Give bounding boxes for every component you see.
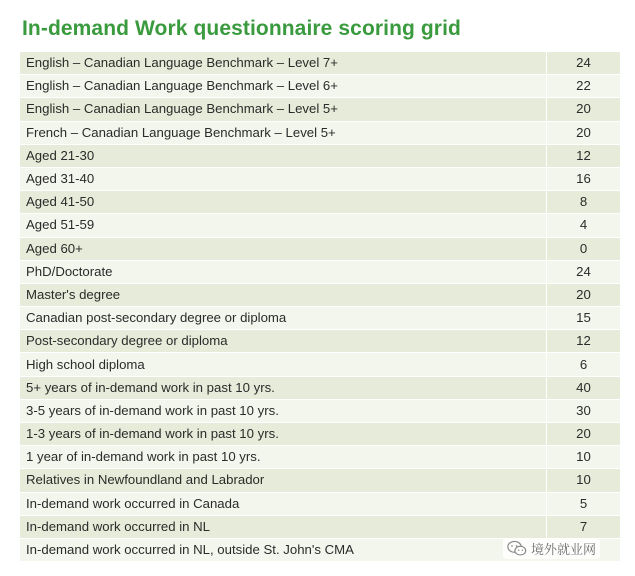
table-row (20, 168, 620, 191)
criterion-label: 3-5 years of in-demand work in past 10 yrs. (20, 400, 547, 423)
criterion-points: 30 (547, 400, 620, 423)
criterion-points: 16 (547, 168, 620, 191)
table-row (20, 446, 620, 469)
criterion-points: 12 (547, 330, 620, 353)
criterion-label: In-demand work occurred in Canada (20, 493, 547, 516)
criterion-points: 0 (547, 238, 620, 261)
criterion-label: PhD/Doctorate (20, 261, 547, 284)
criterion-points: 6 (547, 353, 620, 376)
criterion-label: High school diploma (20, 353, 547, 376)
table-row (20, 330, 620, 353)
table-row (20, 122, 620, 145)
table-row (20, 145, 620, 168)
criterion-points: 4 (547, 214, 620, 237)
criterion-label: English – Canadian Language Benchmark – Level 5+ (20, 98, 547, 121)
criterion-points: 8 (547, 191, 620, 214)
criterion-points: 24 (547, 52, 620, 75)
page-title: In-demand Work questionnaire scoring grid (22, 17, 461, 40)
criterion-points: 10 (547, 469, 620, 492)
criterion-label: 1 year of in-demand work in past 10 yrs. (20, 446, 547, 469)
criterion-points: 40 (547, 377, 620, 400)
table-row (20, 52, 620, 75)
criterion-label: 5+ years of in-demand work in past 10 yrs. (20, 377, 547, 400)
table-row (20, 400, 620, 423)
criterion-label: In-demand work occurred in NL (20, 516, 547, 539)
table-row (20, 423, 620, 446)
criterion-label: Aged 60+ (20, 238, 547, 261)
criterion-label: Post-secondary degree or diploma (20, 330, 547, 353)
table-row (20, 307, 620, 330)
table-row (20, 214, 620, 237)
criterion-points: 15 (547, 307, 620, 330)
table-row (20, 284, 620, 307)
table-row (20, 238, 620, 261)
criterion-label: Aged 21-30 (20, 145, 547, 168)
watermark-text: 境外就业网 (531, 543, 597, 558)
table-row (20, 98, 620, 121)
criterion-points: 24 (547, 261, 620, 284)
criterion-label: Relatives in Newfoundland and Labrador (20, 469, 547, 492)
criterion-label: 1-3 years of in-demand work in past 10 yrs. (20, 423, 547, 446)
criterion-label: Canadian post-secondary degree or diploma (20, 307, 547, 330)
scoring-grid-table (20, 52, 620, 562)
criterion-label: Aged 41-50 (20, 191, 547, 214)
criterion-points: 20 (547, 122, 620, 145)
criterion-label: English – Canadian Language Benchmark – Level 7+ (20, 52, 547, 75)
criterion-label: French – Canadian Language Benchmark – Level 5+ (20, 122, 547, 145)
criterion-label: In-demand work occurred in NL, outside St. John's CMA (20, 539, 547, 562)
table-row (20, 469, 620, 492)
watermark (503, 538, 600, 559)
table-row (20, 353, 620, 376)
criterion-points: 20 (547, 423, 620, 446)
criterion-points: 22 (547, 75, 620, 98)
table-row (20, 191, 620, 214)
table-row (20, 493, 620, 516)
criterion-points: 12 (547, 145, 620, 168)
table-row (20, 377, 620, 400)
criterion-points: 7 (547, 516, 620, 539)
criterion-label: Aged 51-59 (20, 214, 547, 237)
criterion-label: Aged 31-40 (20, 168, 547, 191)
table-row (20, 75, 620, 98)
criterion-label: English – Canadian Language Benchmark – Level 6+ (20, 75, 547, 98)
criterion-points: 20 (547, 98, 620, 121)
table-row (20, 261, 620, 284)
criterion-points: 10 (547, 446, 620, 469)
criterion-points: 20 (547, 284, 620, 307)
wechat-icon (507, 540, 527, 557)
criterion-label: Master's degree (20, 284, 547, 307)
scoring-grid-body (20, 52, 620, 562)
criterion-points: 5 (547, 493, 620, 516)
table-row (20, 516, 620, 539)
